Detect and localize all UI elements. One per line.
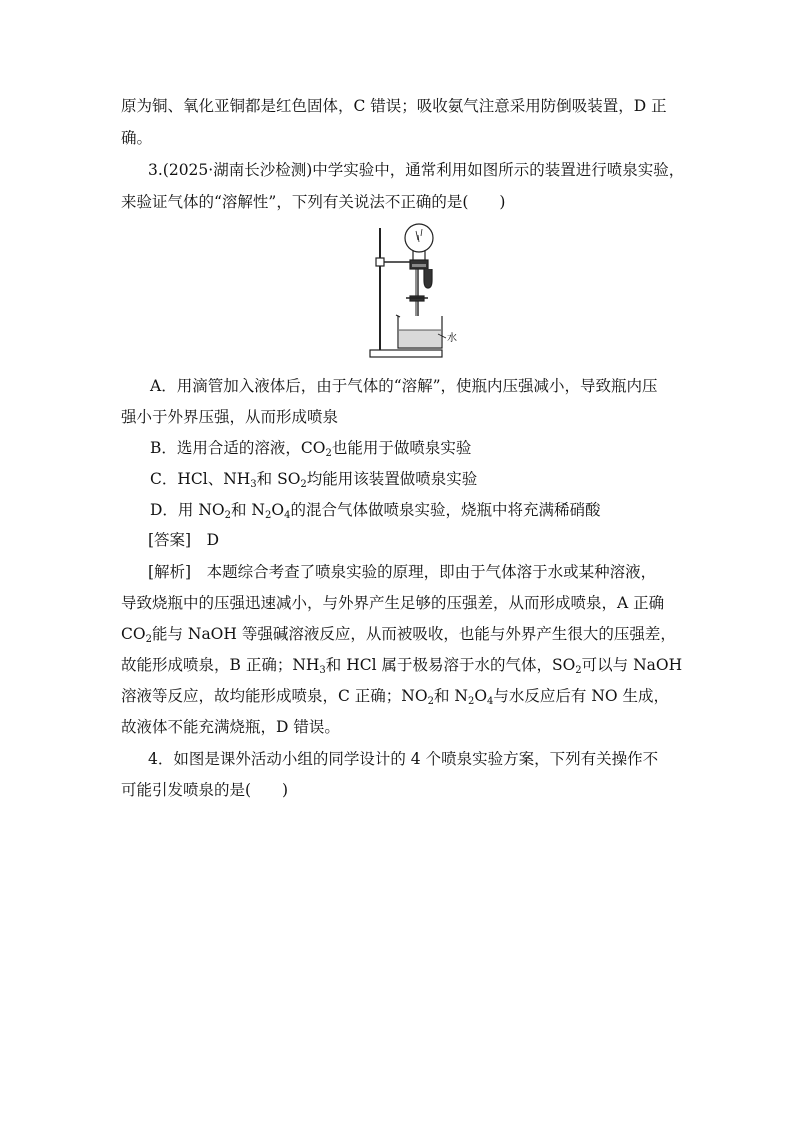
stand-base bbox=[370, 350, 442, 357]
answer-tag: [答案] bbox=[148, 531, 192, 549]
question-4-stem-line-1: 4．如图是课外活动小组的同学设计的 4 个喷泉实验方案，下列有关操作不 bbox=[148, 750, 659, 768]
analysis-line-4: 故能形成喷泉，B 正确；$NH_3$和 HCl 属于极易溶于水的气体，$SO_2$可以与 NaOH bbox=[121, 656, 683, 676]
water-label: 水 bbox=[447, 333, 457, 344]
question-3-stem-line-2: 来验证气体的“溶解性”，下列有关说法不正确的是( ) bbox=[121, 193, 506, 211]
option-c: C．HCl、$NH_3$和 $SO_2$均能用该装置做喷泉实验 bbox=[150, 470, 478, 490]
dropper-bulb bbox=[424, 269, 432, 288]
analysis-line-2: 导致烧瓶中的压强迅速减小，与外界产生足够的压强差，从而形成喷泉，A 正确 bbox=[121, 594, 665, 612]
question-3-stem-line-1: 3.(2025·湖南长沙检测)中学实验中，通常利用如图所示的装置进行喷泉实验， bbox=[148, 161, 685, 179]
prev-answer-line-2: 确。 bbox=[121, 129, 153, 147]
analysis-line-5: 溶液等反应，故均能形成喷泉，C 正确；$NO_2$和 $N_2O_4$与水反应后有 NO 生成， bbox=[121, 687, 670, 707]
option-a-line-1: A．用滴管加入液体后，由于气体的“溶解”，使瓶内压强减小，导致瓶内压 bbox=[150, 377, 658, 395]
water-in-beaker bbox=[399, 330, 441, 347]
prev-answer-line-1: 原为铜、氧化亚铜都是红色固体，C 错误；吸收氨气注意采用防倒吸装置，D 正 bbox=[121, 97, 667, 115]
analysis-line-6: 故液体不能充满烧瓶，D 错误。 bbox=[121, 718, 340, 736]
answer-line bbox=[148, 530, 708, 550]
fountain-apparatus-figure bbox=[366, 222, 466, 362]
analysis-line-3: $CO_2$能与 NaOH 等强碱溶液反应，从而被吸收，也能与外界产生很大的压强差， bbox=[121, 625, 676, 645]
question-4-stem-line-2: 可能引发喷泉的是( ) bbox=[121, 781, 289, 799]
option-d: D．用 $NO_2$和 $N_2O_4$的混合气体做喷泉实验，烧瓶中将充满稀硝酸 bbox=[150, 501, 601, 521]
option-a-line-2: 强小于外界压强，从而形成喷泉 bbox=[121, 408, 339, 426]
answer-value: D bbox=[206, 531, 220, 549]
option-b: B．选用合适的溶液，$CO_2$也能用于做喷泉实验 bbox=[150, 439, 472, 459]
analysis-line-1: [解析] 本题综合考查了喷泉实验的原理，即由于气体溶于水或某种溶液， bbox=[148, 563, 657, 581]
analysis-tag: [解析] bbox=[148, 563, 192, 581]
clamp-holder bbox=[376, 258, 384, 266]
round-bottom-flask bbox=[405, 224, 433, 252]
